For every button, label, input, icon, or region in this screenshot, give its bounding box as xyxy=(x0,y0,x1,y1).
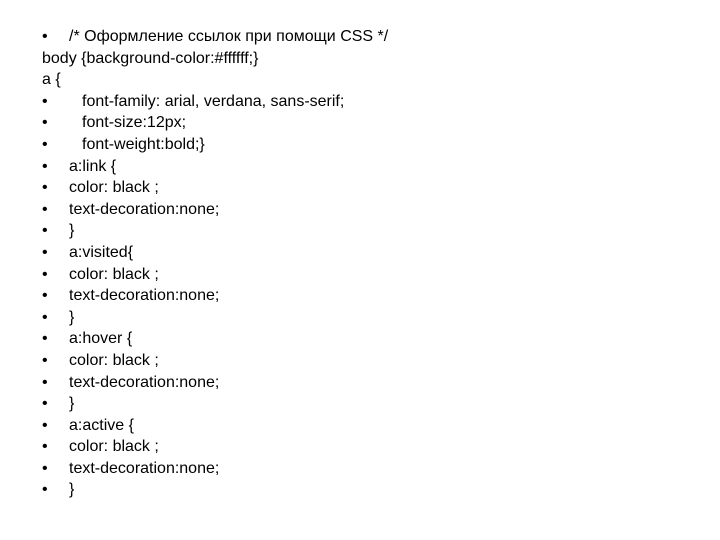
code-line-text: a { xyxy=(42,71,61,89)
bullet-icon: • xyxy=(42,395,48,413)
code-line-text: font-family: arial, verdana, sans-serif; xyxy=(82,92,345,110)
code-line xyxy=(42,156,682,178)
bullet-icon: • xyxy=(42,308,48,326)
code-line-text: text-decoration:none; xyxy=(69,373,220,391)
code-line xyxy=(42,372,682,394)
code-line-text: color: black ; xyxy=(69,351,159,369)
bullet-icon: • xyxy=(42,438,48,456)
code-line-text: text-decoration:none; xyxy=(69,200,220,218)
bullet-icon: • xyxy=(42,481,48,499)
bullet-icon: • xyxy=(42,265,48,283)
code-line xyxy=(42,393,682,415)
bullet-icon: • xyxy=(42,459,48,477)
code-line xyxy=(42,69,682,91)
code-line xyxy=(42,112,682,134)
code-line-text: text-decoration:none; xyxy=(69,287,220,305)
code-line xyxy=(42,220,682,242)
code-line xyxy=(42,26,682,48)
code-line-text: } xyxy=(69,308,75,326)
bullet-icon: • xyxy=(42,243,48,261)
bullet-icon: • xyxy=(42,330,48,348)
code-line-text: } xyxy=(69,481,75,499)
bullet-icon: • xyxy=(42,200,48,218)
code-line-text: font-size:12px; xyxy=(82,114,187,132)
bullet-icon: • xyxy=(42,416,48,434)
bullet-icon: • xyxy=(42,222,48,240)
bullet-icon: • xyxy=(42,373,48,391)
bullet-icon: • xyxy=(42,28,48,45)
bullet-icon: • xyxy=(42,135,48,153)
bullet-icon: • xyxy=(42,179,48,197)
bullet-icon: • xyxy=(42,114,48,132)
code-line-text: text-decoration:none; xyxy=(69,459,220,477)
code-line xyxy=(42,91,682,113)
code-line xyxy=(42,458,682,480)
code-line xyxy=(42,134,682,156)
code-line xyxy=(42,199,682,221)
bullet-icon: • xyxy=(42,157,48,175)
code-line-text: color: black ; xyxy=(69,179,159,197)
code-line-text: } xyxy=(69,395,75,413)
bullet-icon: • xyxy=(42,351,48,369)
code-line xyxy=(42,307,682,329)
code-line-text: /* Оформление ссылок при помощи CSS */ xyxy=(69,28,389,45)
code-lines xyxy=(42,26,682,501)
code-line xyxy=(42,264,682,286)
code-line-text: a:visited{ xyxy=(69,243,134,261)
code-line-text: color: black ; xyxy=(69,438,159,456)
code-line xyxy=(42,350,682,372)
code-line xyxy=(42,479,682,501)
code-line xyxy=(42,242,682,264)
code-line-text: a:hover { xyxy=(69,330,133,348)
code-line-text: body {background-color:#ffffff;} xyxy=(42,49,259,67)
code-line-text: font-weight:bold;} xyxy=(82,135,205,153)
code-line-text: } xyxy=(69,222,75,240)
code-line-text: color: black ; xyxy=(69,265,159,283)
code-line xyxy=(42,436,682,458)
code-line xyxy=(42,285,682,307)
bullet-icon: • xyxy=(42,287,48,305)
code-line xyxy=(42,48,682,70)
code-line xyxy=(42,328,682,350)
code-line xyxy=(42,177,682,199)
bullet-icon: • xyxy=(42,92,48,110)
code-line xyxy=(42,415,682,437)
code-line-text: a:link { xyxy=(69,157,117,175)
code-line-text: a:active { xyxy=(69,416,134,434)
